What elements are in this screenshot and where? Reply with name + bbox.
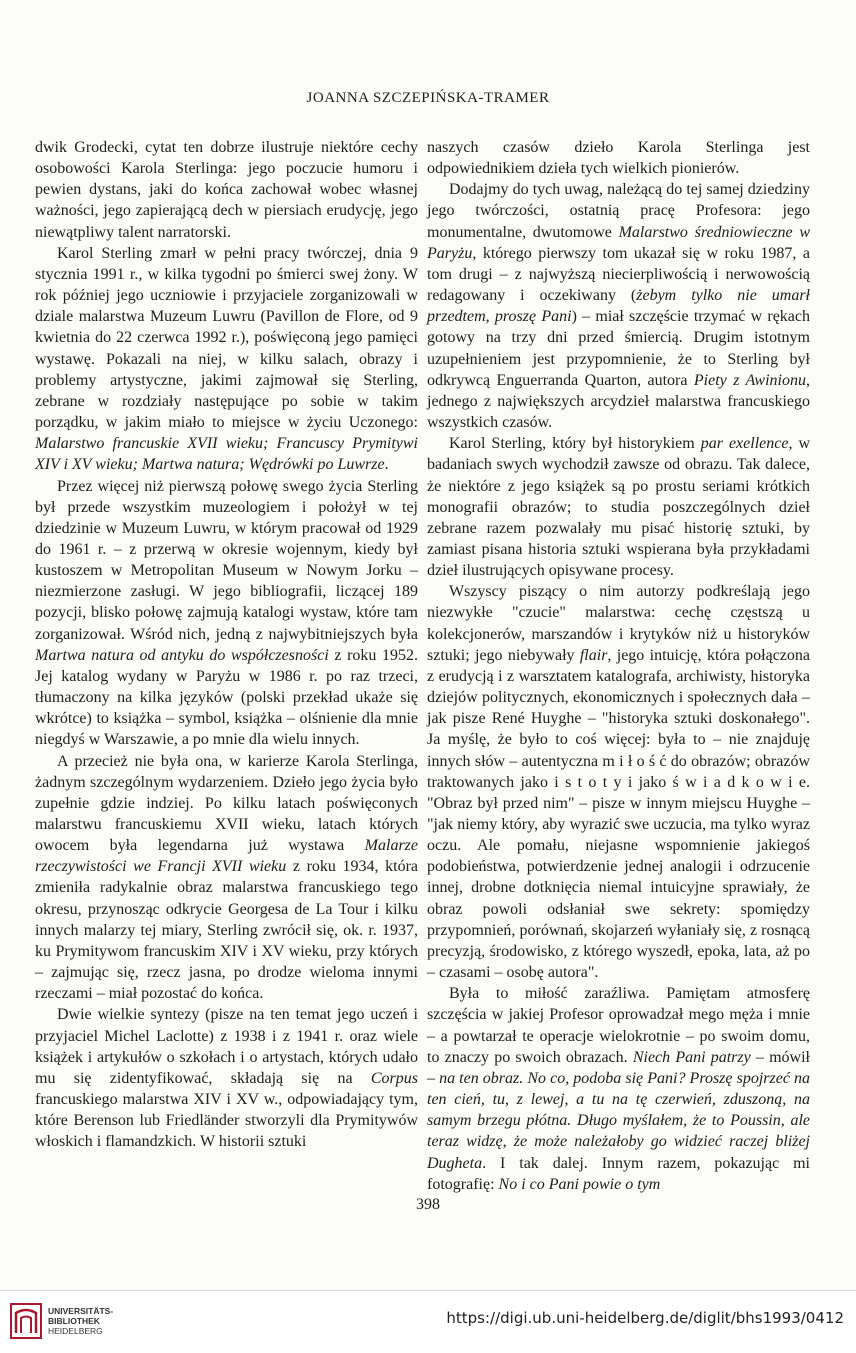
italic-text: Martwa natura od antyku do współczesności: [35, 646, 329, 664]
source-url-link[interactable]: https://digi.ub.uni-heidelberg.de/diglit/bhs1993/0412: [446, 1309, 844, 1327]
text-run: dwik Grodecki, cytat ten dobrze ilustruje niektóre cechy osobowości Karola Sterlinga: jego poczucie humoru i pewien dystans, jaki do końca zachował wobec własnej ważności, jego zapierającą dech w piersiach erudycję, jego niewątpliwy talent narratorski.: [35, 139, 418, 241]
text-run: A przecież nie była ona, w karierze Karola Sterlinga, żadnym szczególnym wydarzeniem. Dzieło jego życia było zupełnie gdzie indziej. Po kilku latach poświęconych malarstwu francuskiemu XVII wieku, latach których owocem była legendarna już wystawa: [35, 752, 418, 855]
paragraph: [427, 179, 810, 433]
italic-text: Corpus: [370, 1069, 418, 1087]
paragraph: [427, 983, 810, 1195]
text-run: Dodajmy do tych uwag, należącą do tej samej dziedziny jego twórczości, ostatnią pracę Profesora: jego monumentalne, dwutomowe: [427, 181, 810, 241]
paragraph: [35, 243, 418, 476]
text-run: , w badaniach swych wychodził zawsze od obrazu. Tak dalece, że niektóre z jego książek są po prostu seriami krótkich monografii obrazów; to studia poszczególnych dzieł zebrane razem pozwalały mu pisać historię sztuki, by zamiast pisana historia sztuki wspierana była przykładami dzieł ilustrujących opisywane procesy.: [427, 435, 811, 580]
library-logo-text: [48, 1306, 113, 1336]
text-run: . I tak dalej. Innym razem, pokazując mi fotografię:: [427, 1154, 810, 1193]
text-run: Była to miłość zaraźliwa. Pamiętam atmosferę szczęścia w jakiej Profesor oprowadzał mego męża i mnie – a powtarzał te operacje wielokrotnie – po swoim domu, to znaczy po swoich obrazach.: [427, 985, 810, 1066]
text-run: naszych czasów dzieło Karola Sterlinga jest odpowiednikiem dzieła tych wielkich pionierów.: [427, 139, 810, 178]
text-run: Wszyscy piszący o nim autorzy podkreślają jego niezwykłe "czucie" malarstwa: cechę częstszą u kolekcjonerów, marszandów i krytyków niż u historyków sztuki; jego niebywały: [427, 583, 810, 664]
logo-line-3: HEIDELBERG: [48, 1326, 103, 1336]
logo-line-1: UNIVERSITÄTS-: [48, 1306, 114, 1316]
text-run: , jednego z największych arcydzieł malarstwa francuskiego wszystkich czasów.: [427, 371, 810, 432]
paragraph: [35, 476, 418, 751]
text-run: z roku 1952. Jej katalog wydany w Paryżu w 1986 r. po raz trzeci, tłumaczony na kilka języków (polski przekład ukaże się wkrótce) to książka – symbol, książka – olśnienie dla mnie niegdyś w Warszawie, a po mnie dla wielu innych.: [35, 646, 418, 749]
italic-text: żebym tylko nie umarł przedtem, proszę Pani: [427, 287, 810, 326]
footer-bar: [0, 1290, 856, 1353]
paragraph: [35, 137, 418, 243]
page-number: 398: [416, 1196, 440, 1213]
logo-line-2: BIBLIOTHEK: [48, 1316, 100, 1326]
text-run: francuskiego malarstwa XIV i XV w., odpowiadający tym, które Berenson lub Friedländer stworzyli dla Prymitywów włoskich i flamandzkich. W historii sztuki: [35, 1091, 418, 1151]
text-run: Dwie wielkie syntezy (pisze na ten temat jego uczeń i przyjaciel Michel Laclotte) z 1938 i z 1941 r. oraz wiele książek i artykułów o szkołach i o artystach, których udało mu się zidentyfikować, składają się na: [35, 1006, 418, 1087]
text-run: Karol Sterling zmarł w pełni pracy twórczej, dnia 9 stycznia 1991 r., w kilka tygodni po śmierci swej żony. W rok później jego uczniowie i przyjaciele zorganizowali w dziale malarstwa Muzeum Luwru (Pavillon de Flore, od 9 kwietnia do 22 czerwca 1992 r.), poświęconą jego pamięci wystawę. Pokazali na niej, w kilku salach, obrazy i problemy artystyczne, jakimi zajmował się Sterling, zebrane w rozdziały następujące po sobie w takim porządku, w jakim miało to miejsce w życiu Uczonego:: [35, 244, 418, 432]
right-column: [427, 137, 810, 1195]
left-column: [35, 137, 418, 1153]
text-run: Karol Sterling, który był historykiem: [449, 435, 701, 453]
italic-text: Malarze rzeczywistości we Francji XVII wieku: [35, 837, 418, 876]
text-run: Przez więcej niż pierwszą połowę swego życia Sterling był przede wszystkim muzeologiem i położył w tej dziedzinie w Muzeum Luwru, w którym pracował od 1929 do 1961 r. – z przerwą w okresie wojennym, kiedy był kustoszem w Metropolitan Museum w Nowym Jorku – niezmierzone zasługi. W jego bibliografii, liczącej 189 pozycji, blisko połowę zajmują katalogi wystaw, które tam zorganizował. Wśród nich, jedną z najwybitniejszych była: [35, 477, 418, 643]
text-run: – mówił –: [427, 1048, 810, 1087]
running-head: JOANNA SZCZEPIŃSKA-TRAMER: [306, 90, 550, 106]
text-run: , jego intuicję, która połączona z erudycją i z warsztatem katalografa, archiwisty, historyka dziejów politycznych, ekonomicznych i społecznych dała – jak pisze René Huyghe – "historyka sztuki doskonałego". Ja myślę, że było to coś więcej: była to – nie znajduję innych słów – autentyczna m i ł o ś ć do obrazów; obrazów traktowanych jako i s t o t y i jako ś w i a d k o w i e. "Obraz był przed nim" – pisze w innym miejscu Huyghe – "jak niemy który, aby wyrazić swe uczucia, ma tylko wyraz oczu. Ale pomału, niejasne wspomnienie jakiegoś podobieństwa, potwierdzenie jednej analogii i odrzucenie innej, drobne dotknięcia niemal intuicyjne sprawiały, że obraz powoli odsłaniał swe sekrety: spomiędzy przypomnień, porównań, skojarzeń wyłaniały się, z rosnącą precyzją, środowisko, z którego wyszedł, epoka, lata, aż po – czasami – osobę autora".: [427, 646, 811, 982]
text-run: z roku 1934, która zmieniła radykalnie obraz malarstwa francuskiego tego okresu, przynosząc odkrycie Georgesa de La Tour i kilku innych malarzy tej miary, Sterling zwrócił się, ok. r. 1937, ku Prymitywom francuskim XIV i XV wieku, przy których – zajmując się, rzecz jasna, po drodze wieloma innymi rzeczami – miał pozostać do końca.: [35, 858, 418, 1003]
library-logo[interactable]: [10, 1303, 113, 1339]
italic-text: Malarstwo średniowieczne w Paryżu: [427, 223, 810, 262]
italic-text: flair: [579, 646, 608, 664]
italic-text: Niech Pani patrzy: [632, 1048, 751, 1066]
library-logo-icon: [10, 1303, 42, 1339]
italic-text: Malarstwo francuskie XVII wieku; Francuscy Prymitywi XIV i XV wieku; Martwa natura; Wędrówki po Luwrze: [35, 435, 418, 474]
text-run: , którego pierwszy tom ukazał się w roku 1987, a tom drugi – z najwyższą niecierpliwością i nerwowością redagowany i oczekiwany (: [427, 244, 810, 305]
paragraph: [427, 581, 810, 983]
italic-text: par exellence: [700, 435, 789, 453]
text-run: ) – miał szczęście trzymać w rękach gotowy na trzy dni przed śmiercią. Drugim istotnym uzupełnieniem jest przypomnienie, że to Sterling był odkrywcą Enguerranda Quarton, autora: [427, 308, 811, 389]
italic-text: Piety z Awinionu: [693, 371, 806, 389]
italic-text: na ten obraz. No co, podoba się Pani? Proszę spojrzeć na ten cień, tu, z lewej, a tu na tę czerwień, zduszoną, na samym brzegu płótna. Długo myślałem, że to Poussin, ale teraz widzę, że może należałoby go widzieć raczej bliżej Dugheta: [427, 1069, 811, 1172]
paragraph: [427, 433, 810, 581]
paragraph: [35, 751, 418, 1005]
paragraph: [35, 1004, 418, 1152]
paragraph: [427, 137, 810, 179]
text-run: .: [384, 456, 389, 474]
italic-text: No i co Pani powie o tym: [498, 1175, 661, 1193]
